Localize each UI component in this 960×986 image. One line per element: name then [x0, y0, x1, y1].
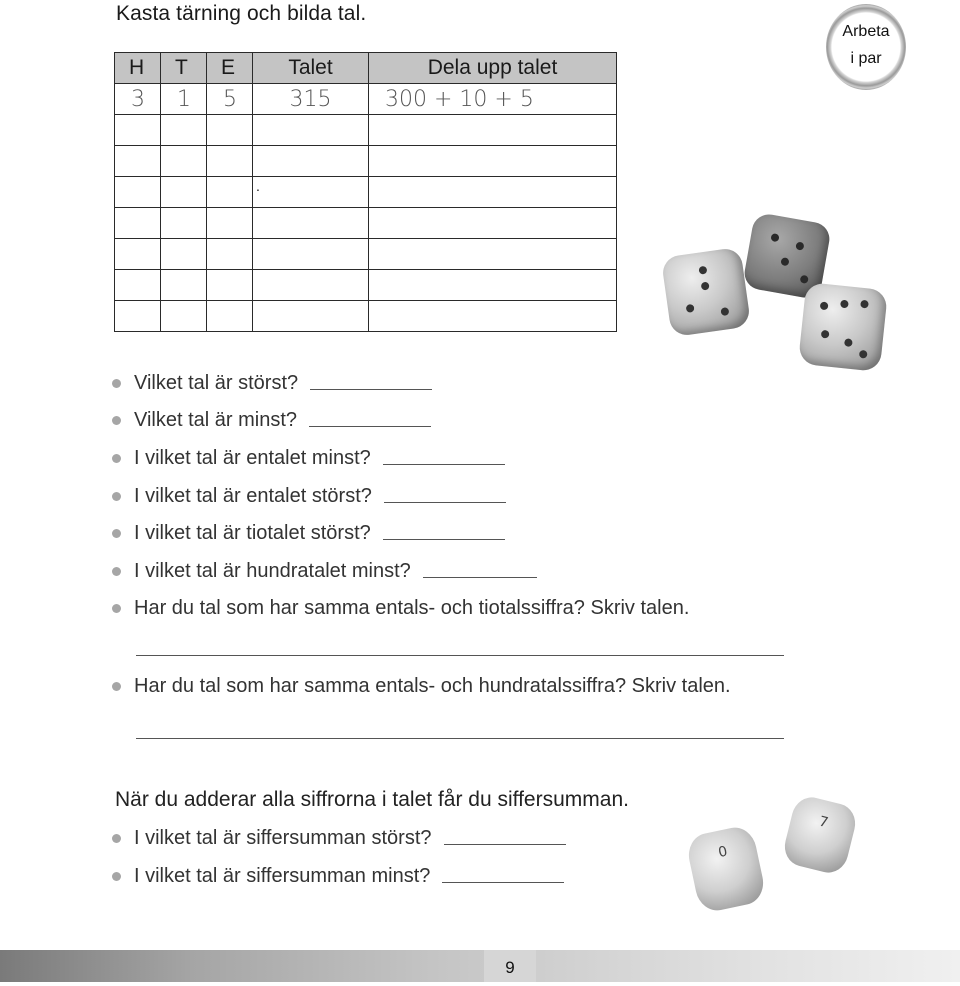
answer-blank[interactable]	[383, 463, 505, 465]
ten-sided-dice-image	[690, 796, 860, 914]
table-row	[115, 177, 617, 208]
col-header-number: Talet	[253, 53, 369, 84]
digit-sum-question-1	[112, 827, 566, 850]
d10-die-right	[780, 793, 859, 876]
badge-line-1: Arbeta	[842, 23, 890, 40]
cell-expanded[interactable]	[369, 146, 617, 177]
question-text: I vilket tal är tiotalet störst?	[134, 522, 371, 544]
answer-line[interactable]	[136, 738, 784, 739]
question-text: I vilket tal är siffersumman minst?	[134, 865, 431, 887]
question-1	[112, 372, 432, 395]
col-header-hundreds: H	[115, 53, 161, 84]
stray-mark: .	[256, 178, 260, 194]
cell-e[interactable]	[207, 115, 253, 146]
question-6	[112, 560, 537, 583]
question-text: Vilket tal är störst?	[134, 372, 299, 394]
page-heading: Kasta tärning och bilda tal.	[116, 2, 367, 25]
example-tens: 1	[161, 84, 207, 115]
table-row	[115, 115, 617, 146]
d10-face-left: 0	[716, 843, 729, 862]
cell-expanded[interactable]	[369, 115, 617, 146]
cell-expanded[interactable]	[369, 301, 617, 332]
bullet-icon	[112, 567, 121, 576]
question-text: Vilket tal är minst?	[134, 409, 298, 431]
digit-sum-intro: När du adderar alla siffrorna i talet får du siffersumman.	[115, 788, 629, 811]
cell-expanded[interactable]	[369, 177, 617, 208]
table-header-row	[115, 53, 617, 84]
die-light-right	[798, 282, 888, 372]
cell-h[interactable]	[115, 208, 161, 239]
cell-e[interactable]	[207, 270, 253, 301]
table-row	[115, 146, 617, 177]
badge-line-2: i par	[850, 50, 882, 67]
question-2	[112, 409, 431, 432]
cell-h[interactable]	[115, 146, 161, 177]
col-header-tens: T	[161, 53, 207, 84]
bullet-icon	[112, 416, 121, 425]
bullet-icon	[112, 682, 121, 691]
question-8	[112, 675, 731, 698]
answer-blank[interactable]	[310, 388, 432, 390]
digit-sum-question-2	[112, 865, 564, 888]
cell-t[interactable]	[161, 146, 207, 177]
cell-number[interactable]	[253, 115, 369, 146]
question-text: Har du tal som har samma entals- och tiotalssiffra? Skriv talen.	[134, 597, 690, 619]
three-dice-image	[662, 214, 888, 372]
bullet-icon	[112, 834, 121, 843]
page-number: 9	[484, 950, 536, 982]
answer-blank[interactable]	[383, 538, 505, 540]
col-header-expanded: Dela upp talet	[369, 53, 617, 84]
cell-number[interactable]	[253, 301, 369, 332]
bullet-icon	[112, 604, 121, 613]
table-row	[115, 301, 617, 332]
question-text: I vilket tal är entalet störst?	[134, 485, 372, 507]
die-light-left	[661, 247, 751, 337]
question-5	[112, 522, 505, 545]
question-text: I vilket tal är siffersumman störst?	[134, 827, 432, 849]
table-row	[115, 270, 617, 301]
cell-e[interactable]	[207, 239, 253, 270]
bullet-icon	[112, 492, 121, 501]
d10-die-left	[685, 824, 768, 914]
col-header-ones: E	[207, 53, 253, 84]
cell-e[interactable]	[207, 208, 253, 239]
work-in-pairs-badge	[826, 4, 906, 90]
cell-t[interactable]	[161, 177, 207, 208]
question-3	[112, 447, 505, 470]
table-row-example	[115, 84, 617, 115]
cell-t[interactable]	[161, 301, 207, 332]
table-row	[115, 239, 617, 270]
question-text: I vilket tal är hundratalet minst?	[134, 560, 411, 582]
cell-h[interactable]	[115, 177, 161, 208]
example-ones: 5	[207, 84, 253, 115]
answer-blank[interactable]	[309, 425, 431, 427]
bullet-icon	[112, 379, 121, 388]
cell-expanded[interactable]	[369, 270, 617, 301]
example-number: 315	[253, 84, 369, 115]
cell-t[interactable]	[161, 239, 207, 270]
cell-h[interactable]	[115, 115, 161, 146]
question-text: Har du tal som har samma entals- och hundratalssiffra? Skriv talen.	[134, 675, 731, 697]
cell-h[interactable]	[115, 301, 161, 332]
cell-expanded[interactable]	[369, 239, 617, 270]
answer-blank[interactable]	[423, 576, 537, 578]
d10-face-right: 7	[817, 813, 830, 832]
answer-blank[interactable]	[384, 501, 506, 503]
answer-blank[interactable]	[442, 881, 564, 883]
cell-number[interactable]	[253, 208, 369, 239]
question-7	[112, 597, 689, 620]
answer-blank[interactable]	[444, 843, 566, 845]
cell-t[interactable]	[161, 115, 207, 146]
cell-t[interactable]	[161, 270, 207, 301]
table-row	[115, 208, 617, 239]
example-hundreds: 3	[115, 84, 161, 115]
number-table	[114, 52, 617, 332]
cell-h[interactable]	[115, 270, 161, 301]
answer-line[interactable]	[136, 655, 784, 656]
cell-number[interactable]	[253, 270, 369, 301]
cell-e[interactable]	[207, 146, 253, 177]
cell-number[interactable]	[253, 146, 369, 177]
cell-number[interactable]	[253, 239, 369, 270]
cell-h[interactable]	[115, 239, 161, 270]
cell-number[interactable]	[253, 177, 369, 208]
bullet-icon	[112, 529, 121, 538]
question-4	[112, 485, 506, 508]
example-expanded: 300 + 10 + 5	[369, 84, 617, 115]
cell-expanded[interactable]	[369, 208, 617, 239]
bullet-icon	[112, 872, 121, 881]
page-footer-bar	[0, 950, 960, 982]
cell-e[interactable]	[207, 301, 253, 332]
cell-e[interactable]	[207, 177, 253, 208]
cell-t[interactable]	[161, 208, 207, 239]
question-text: I vilket tal är entalet minst?	[134, 447, 371, 469]
bullet-icon	[112, 454, 121, 463]
